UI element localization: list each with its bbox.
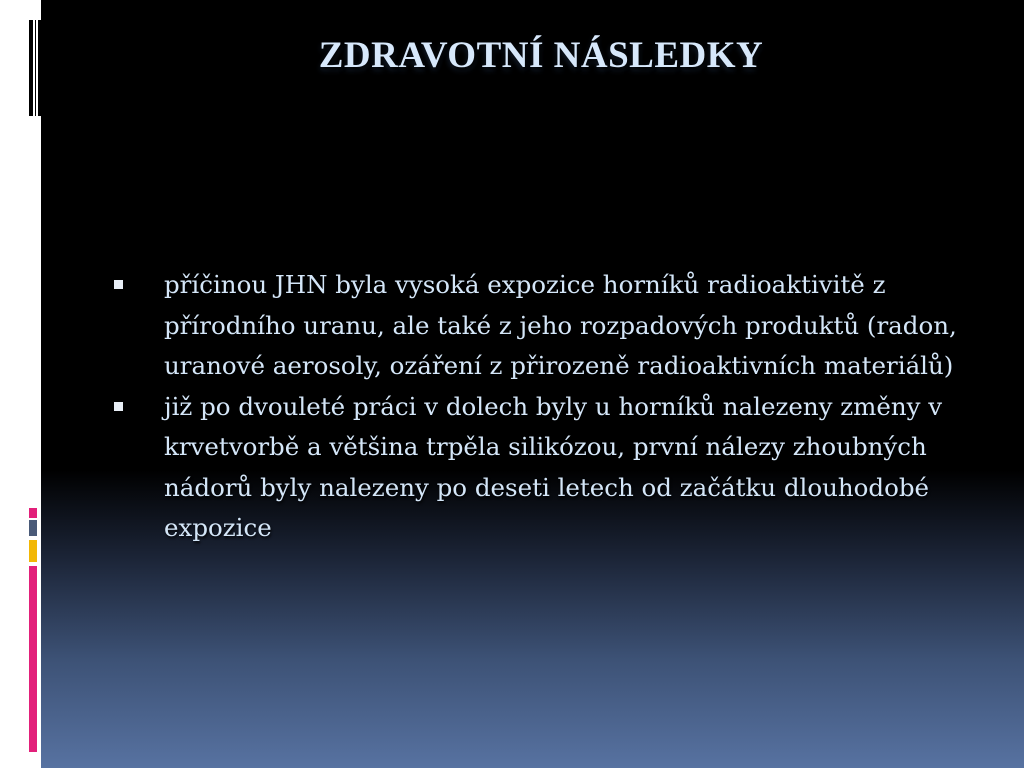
left-decorative-strip bbox=[0, 0, 41, 768]
bullet-item bbox=[112, 265, 972, 387]
accent-bar-pink-top bbox=[29, 508, 37, 518]
bullet-text: již po dvouleté práci v dolech byly u horníků nalezeny změny v krvetvorbě a většina trpěla silikózou, první nálezy zhoubných nádorů byly nalezeny po deseti letech od začátku dlouhodobé expozice bbox=[164, 391, 943, 542]
barcode-decoration-icon bbox=[29, 20, 41, 116]
accent-bar-pink-long bbox=[29, 566, 37, 752]
square-bullet-icon bbox=[114, 280, 123, 289]
accent-bar-gray bbox=[29, 520, 37, 536]
square-bullet-icon bbox=[114, 402, 123, 411]
accent-bar-yellow bbox=[29, 540, 37, 562]
bullet-item bbox=[112, 387, 972, 549]
bullet-list bbox=[112, 265, 972, 549]
slide-title: ZDRAVOTNÍ NÁSLEDKY bbox=[318, 35, 764, 76]
bullet-text: příčinou JHN byla vysoká expozice horníků radioaktivitě z přírodního uranu, ale také z jeho rozpadových produktů (radon, uranové aerosoly, ozáření z přirozeně radioaktivních materiálů) bbox=[164, 270, 957, 380]
